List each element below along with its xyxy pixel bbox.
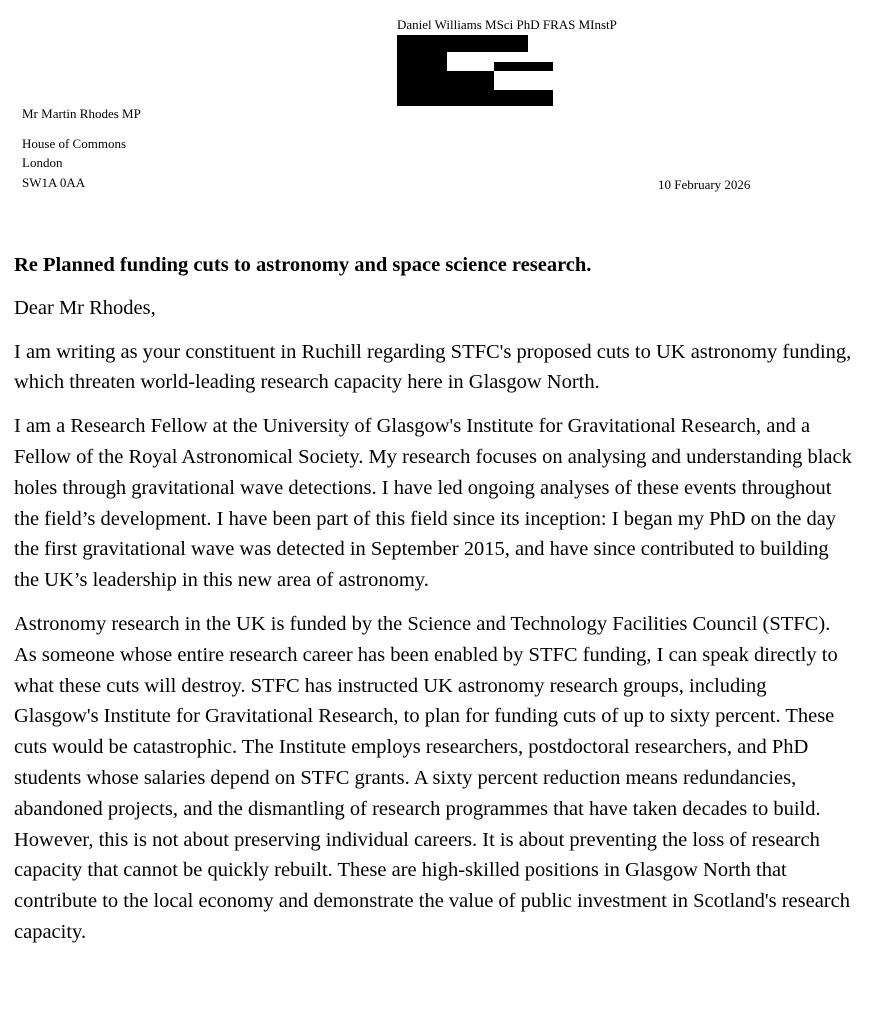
recipient-address-line: London — [22, 155, 63, 170]
body-paragraph: I am a Research Fellow at the University of Glasgow's Institute for Gravitational Research, and a Fellow of the Royal Astronomical Society. My research focuses on analysing and understanding black holes through gravitational wave detections. I have led ongoing analyses of these events throughout the field’s development. I have been part of this field since its inception: I began my PhD on the day the first gravitational wave was detected in September 2015, and have since contributed to building the UK’s leadership in this new area of astronomy. — [14, 415, 852, 592]
body-paragraph: Astronomy research in the UK is funded by the Science and Technology Facilities Council (STFC). As someone whose entire research career has been enabled by STFC funding, I can speak directly to what these cuts will destroy. STFC has instructed UK astronomy research groups, including Glasgow's Institute for Gravitational Research, to plan for funding cuts of up to sixty percent. These cuts would be catastrophic. The Institute employs researchers, postdoctoral researchers, and PhD students whose salaries depend on STFC grants. A sixty percent reduction means redundancies, abandoned projects, and the dismantling of research programmes that have taken decades to build. However, this is not about preserving individual careers. It is about preventing the loss of research capacity that cannot be quickly rebuilt. These are high-skilled positions in Glasgow North that contribute to the local economy and demonstrate the value of public investment in Scotland's research capacity. — [14, 612, 850, 943]
redaction-gap — [494, 71, 553, 90]
recipient-address-line: House of Commons — [22, 136, 126, 151]
subject-line: Re Planned funding cuts to astronomy and space science research. — [14, 254, 592, 276]
letter-body — [14, 250, 852, 961]
recipient-name: Mr Martin Rhodes MP — [22, 106, 141, 121]
body-paragraph: I am writing as your constituent in Ruchill regarding STFC's proposed cuts to UK astronomy funding, which threaten world-leading research capacity here in Glasgow North. — [14, 340, 852, 394]
sender-name: Daniel Williams MSci PhD FRAS MInstP — [397, 17, 617, 32]
letter-date: 10 February 2026 — [658, 177, 751, 192]
salutation: Dear Mr Rhodes, — [14, 296, 156, 319]
recipient-address-line: SW1A 0AA — [22, 175, 86, 190]
